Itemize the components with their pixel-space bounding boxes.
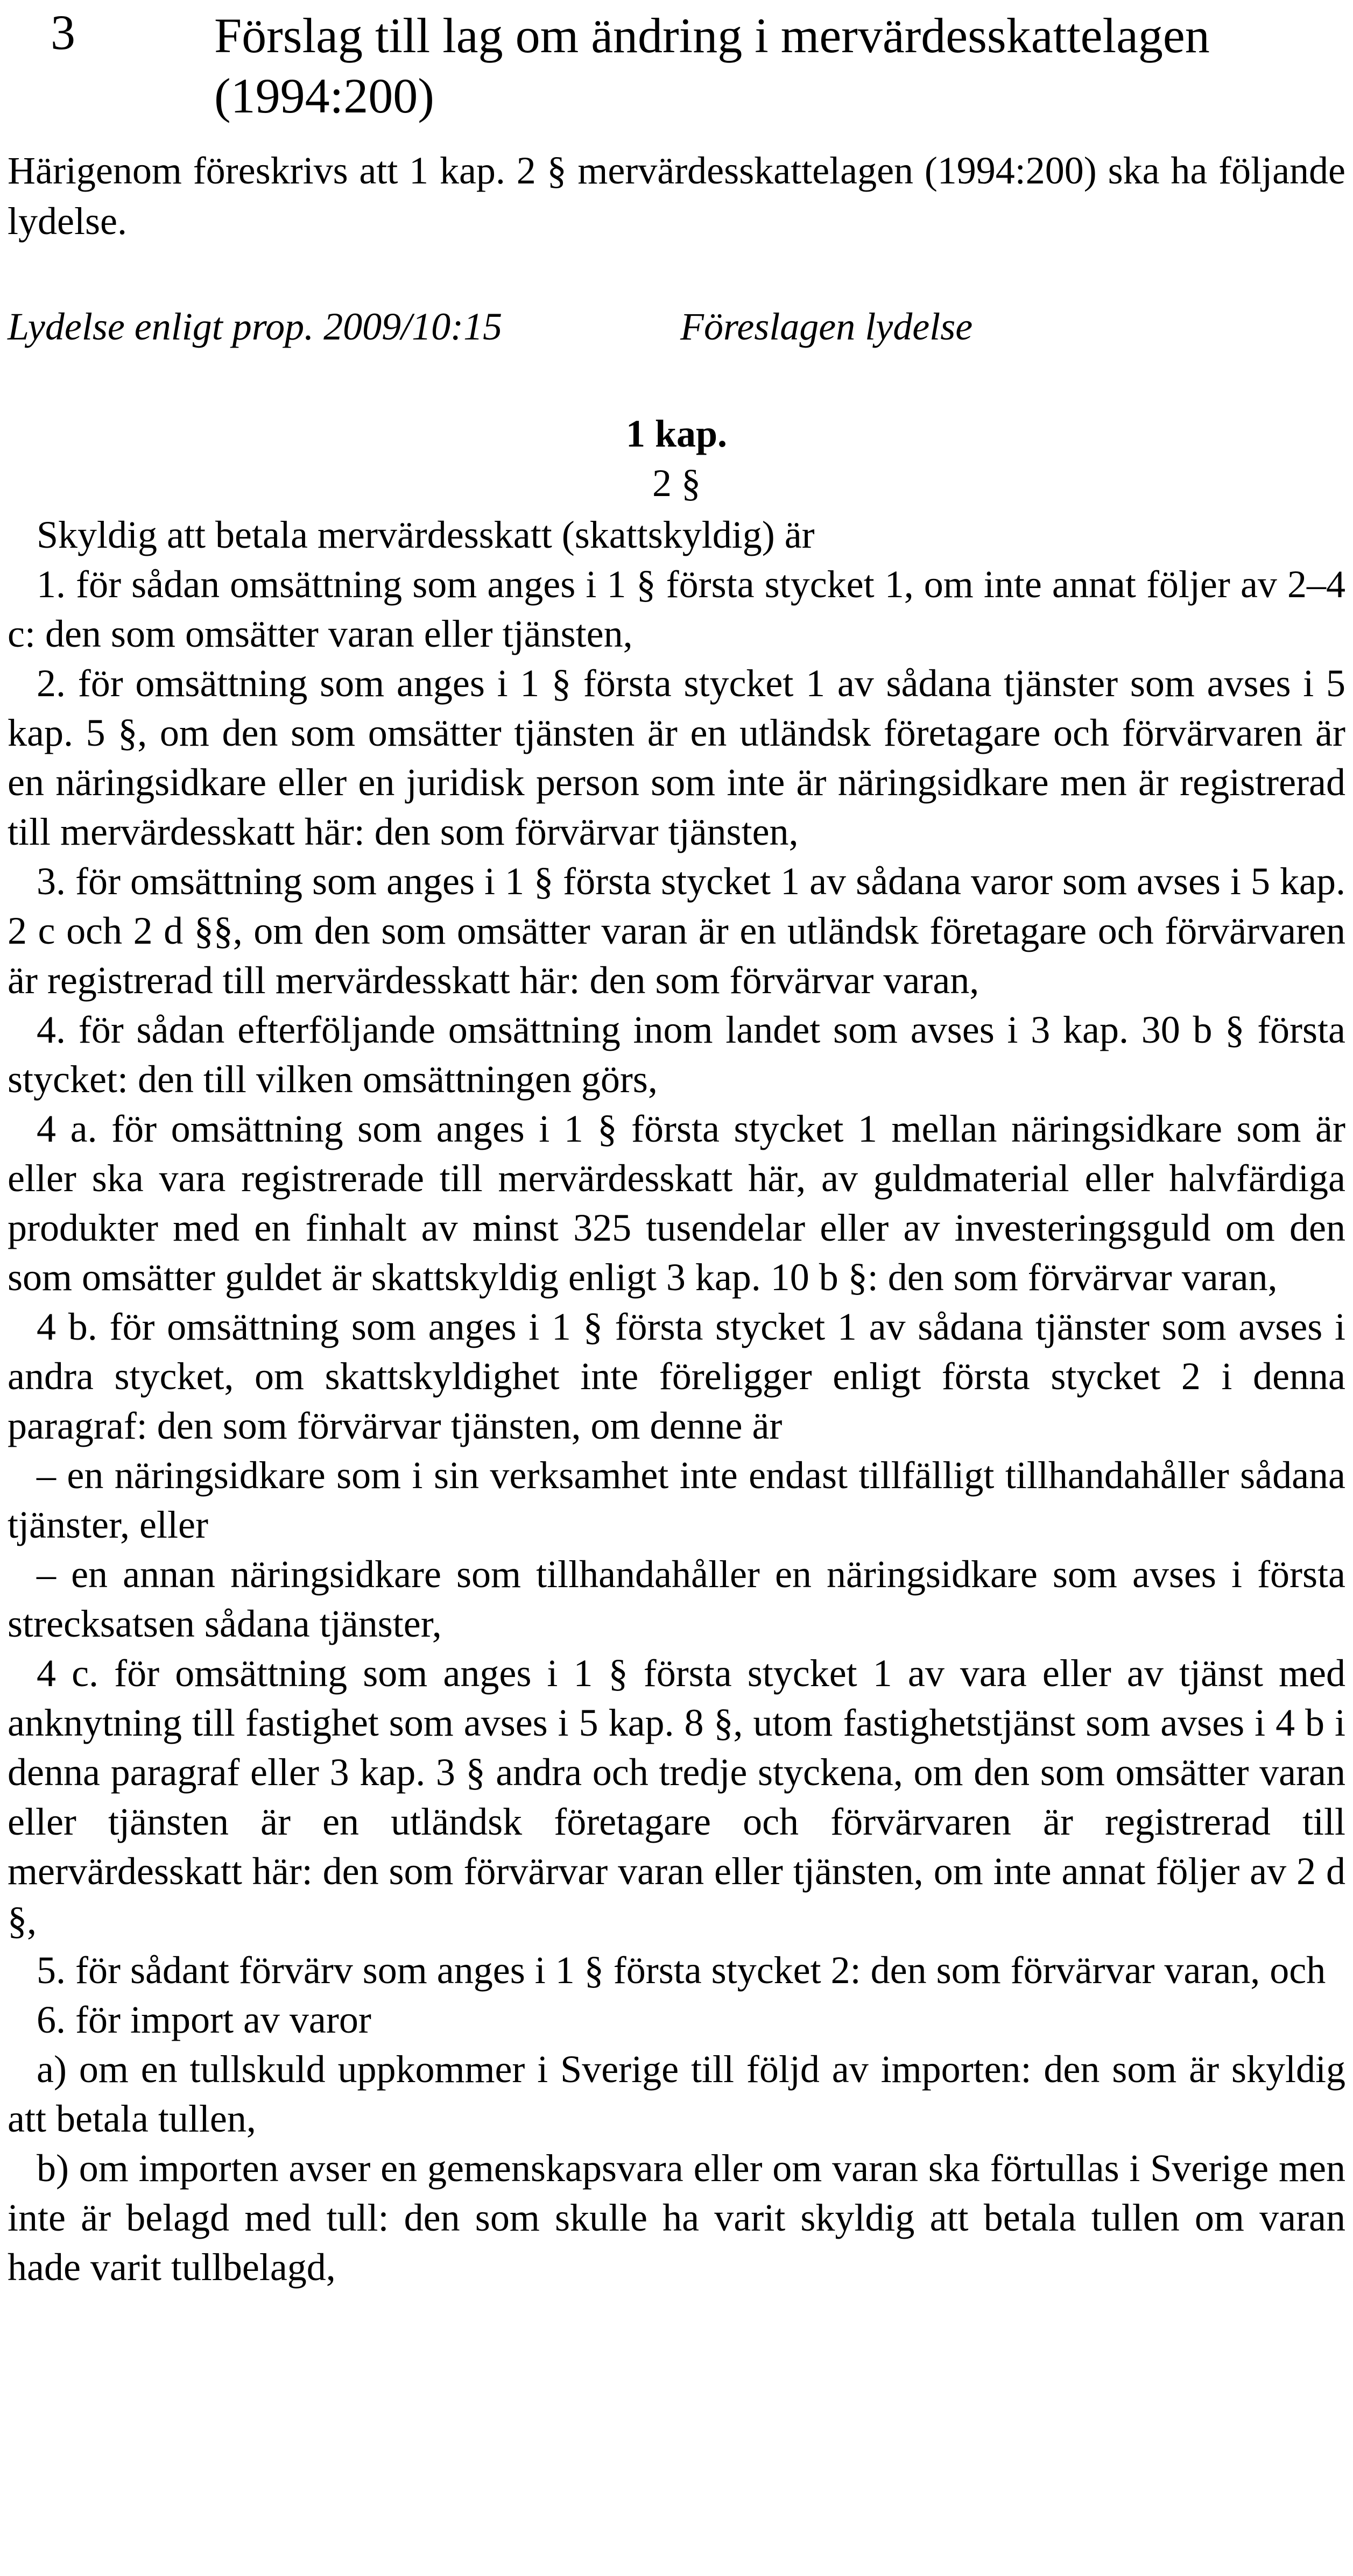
section-number: 3 bbox=[51, 5, 75, 60]
paragraph: 5. för sådant förvärv som anges i 1 § första stycket 2: den som förvärvar varan, och bbox=[37, 1949, 1326, 1992]
paragraph: – en annan näringsidkare som tillhandahåller en näringsidkare som avses i första strecksatsen sådana tjänster, bbox=[8, 1553, 1345, 1645]
paragraph: 6. för import av varor bbox=[37, 1998, 371, 2041]
paragraph: 2. för omsättning som anges i 1 § första stycket 1 av sådana tjänster som avses i 5 kap. 5 §, om den som omsätter tjänsten är en utländsk företagare och förvärvaren är en näringsidkare eller en juridisk person som inte är näringsidkare men är registrerad till mervärdesskatt här: den som förvärvar tjänsten, bbox=[8, 662, 1345, 853]
paragraph: 1. för sådan omsättning som anges i 1 § första stycket 1, om inte annat följer av 2–4 c: den som omsätter varan eller tjänsten, bbox=[8, 563, 1345, 655]
paragraph-heading: 2 § bbox=[652, 462, 701, 505]
paragraph: 4 b. för omsättning som anges i 1 § första stycket 1 av sådana tjänster som avses i andra stycket, om skattskyldighet inte föreligger enligt första stycket 2 i denna paragraf: den som förvärvar tjänsten, om denne är bbox=[8, 1305, 1345, 1447]
column-heading-current: Lydelse enligt prop. 2009/10:15 bbox=[8, 305, 503, 348]
chapter-heading: 1 kap. bbox=[625, 412, 728, 455]
paragraph: – en näringsidkare som i sin verksamhet inte endast tillfälligt tillhandahåller sådana tjänster, eller bbox=[8, 1454, 1345, 1546]
section-title: Förslag till lag om ändring i mervärdesskattelagen (1994:200) bbox=[214, 8, 1210, 123]
paragraph: Skyldig att betala mervärdesskatt (skattskyldig) är bbox=[37, 513, 815, 556]
paragraph: 4. för sådan efterföljande omsättning inom landet som avses i 3 kap. 30 b § första stycket: den till vilken omsättningen görs, bbox=[8, 1008, 1345, 1101]
paragraph: 4 c. för omsättning som anges i 1 § första stycket 1 av vara eller av tjänst med anknytning till fastighet som avses i 5 kap. 8 §, utom fastighetstjänst som avses i 4 b i denna paragraf eller 3 kap. 3 § andra och tredje styckena, om den som omsätter varan eller tjänsten är en utländsk företagare och förvärvaren är registrerad till mervärdesskatt här: den som förvärvar varan eller tjänsten, om inte annat följer av 2 d §, bbox=[8, 1652, 1345, 1942]
column-heading-proposed: Föreslagen lydelse bbox=[680, 305, 973, 348]
statute-body bbox=[8, 510, 1345, 2292]
intro-text: Härigenom föreskrivs att 1 kap. 2 § mervärdesskattelagen (1994:200) ska ha följande lydelse. bbox=[8, 149, 1345, 243]
paragraph: 3. för omsättning som anges i 1 § första stycket 1 av sådana varor som avses i 5 kap. 2 c och 2 d §§, om den som omsätter varan är en utländsk företagare och förvärvaren är registrerad till mervärdesskatt här: den som förvärvar varan, bbox=[8, 860, 1345, 1002]
paragraph: 4 a. för omsättning som anges i 1 § första stycket 1 mellan näringsidkare som är eller ska vara registrerade till mervärdesskatt här, av guldmaterial eller halvfärdiga produkter med en finhalt av minst 325 tusendelar eller av investeringsguld om den som omsätter guldet är skattskyldig enligt 3 kap. 10 b §: den som förvärvar varan, bbox=[8, 1107, 1345, 1299]
paragraph: a) om en tullskuld uppkommer i Sverige till följd av importen: den som är skyldig att betala tullen, bbox=[8, 2048, 1345, 2140]
paragraph: b) om importen avser en gemenskapsvara eller om varan ska förtullas i Sverige men inte är belagd med tull: den som skulle ha varit skyldig att betala tullen om varan hade varit tullbelagd, bbox=[8, 2147, 1345, 2289]
